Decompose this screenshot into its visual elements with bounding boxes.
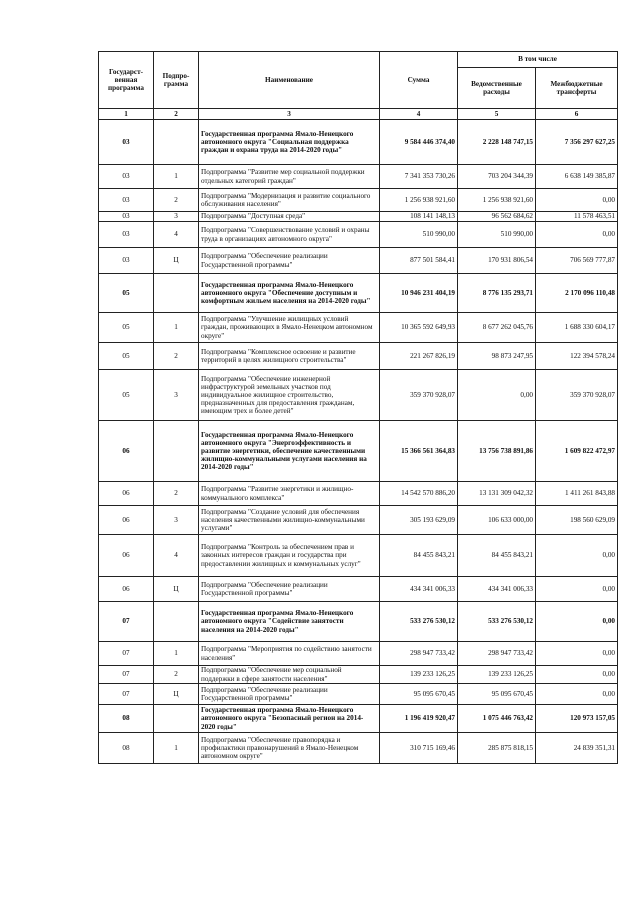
sum-cell: 1 256 938 921,60 — [380, 189, 458, 212]
name-cell: Государственная программа Ямало-Ненецкого автономного округа "Обеспечение доступным и комфортным жильем населения на 2014-2020 годы" — [199, 274, 380, 313]
program-code-cell: 07 — [99, 642, 154, 666]
program-row — [99, 421, 618, 482]
sum-cell: 7 341 353 730,26 — [380, 165, 458, 189]
budget-table — [98, 51, 618, 764]
transfers-cell: 0,00 — [536, 189, 618, 212]
name-cell: Подпрограмма "Создание условий для обеспечения населения качественными жилищно-коммунальными услугами" — [199, 506, 380, 535]
departmental-expenses-cell: 170 931 806,54 — [458, 248, 536, 274]
program-code-cell: 03 — [99, 120, 154, 165]
transfers-cell: 7 356 297 627,25 — [536, 120, 618, 165]
name-cell: Подпрограмма "Обеспечение реализации Государственной программы" — [199, 577, 380, 602]
subprogram-code-cell: Ц — [154, 248, 199, 274]
departmental-expenses-cell: 95 095 670,45 — [458, 684, 536, 705]
departmental-expenses-cell: 106 633 000,00 — [458, 506, 536, 535]
name-cell: Подпрограмма "Обеспечение инженерной инфраструктурой земельных участков под индивидуальное жилищное строительство, предназначенных для предоставления гражданам, имеющим трех и более детей" — [199, 370, 380, 421]
sum-cell: 1 196 419 920,47 — [380, 705, 458, 733]
name-cell: Подпрограмма "Доступная среда" — [199, 212, 380, 222]
program-code-cell: 05 — [99, 343, 154, 370]
subprogram-code-cell — [154, 120, 199, 165]
departmental-expenses-cell: 84 455 843,21 — [458, 535, 536, 577]
subprogram-row — [99, 684, 618, 705]
transfers-cell: 0,00 — [536, 602, 618, 642]
program-code-cell: 06 — [99, 421, 154, 482]
subprogram-row — [99, 642, 618, 666]
departmental-expenses-cell: 13 756 738 891,86 — [458, 421, 536, 482]
sum-cell: 9 584 446 374,40 — [380, 120, 458, 165]
subprogram-code-cell: Ц — [154, 684, 199, 705]
subprogram-code-cell: 2 — [154, 666, 199, 684]
program-code-cell: 08 — [99, 733, 154, 764]
name-cell: Подпрограмма "Развитие мер социальной поддержки отдельных категорий граждан" — [199, 165, 380, 189]
program-row — [99, 705, 618, 733]
subprogram-code-cell: 4 — [154, 222, 199, 248]
index-cell: 2 — [154, 109, 199, 120]
program-code-cell: 03 — [99, 189, 154, 212]
transfers-cell: 24 839 351,31 — [536, 733, 618, 764]
subprogram-code-cell: 1 — [154, 733, 199, 764]
departmental-expenses-cell: 533 276 530,12 — [458, 602, 536, 642]
departmental-expenses-cell: 298 947 733,42 — [458, 642, 536, 666]
subprogram-row — [99, 577, 618, 602]
transfers-cell: 11 578 463,51 — [536, 212, 618, 222]
name-cell: Государственная программа Ямало-Ненецкого автономного округа "Социальная поддержка граждан и охрана труда на 2014-2020 годы" — [199, 120, 380, 165]
name-cell: Подпрограмма "Развитие энергетики и жилищно-коммунального комплекса" — [199, 482, 380, 506]
sum-cell: 84 455 843,21 — [380, 535, 458, 577]
subprogram-row — [99, 482, 618, 506]
sum-cell: 10 946 231 404,19 — [380, 274, 458, 313]
program-code-cell: 06 — [99, 482, 154, 506]
name-cell: Подпрограмма "Совершенствование условий и охраны труда в организациях автономного округа" — [199, 222, 380, 248]
subprogram-code-cell: Ц — [154, 577, 199, 602]
program-code-cell: 05 — [99, 313, 154, 343]
name-cell: Подпрограмма "Модернизация и развитие социального обслуживания населения" — [199, 189, 380, 212]
transfers-cell: 0,00 — [536, 684, 618, 705]
program-code-cell: 03 — [99, 222, 154, 248]
subprogram-code-cell — [154, 421, 199, 482]
program-code-cell: 03 — [99, 212, 154, 222]
subprogram-code-cell — [154, 705, 199, 733]
sum-cell: 15 366 561 364,83 — [380, 421, 458, 482]
name-cell: Подпрограмма "Обеспечение мер социальной поддержки в сфере занятости населения" — [199, 666, 380, 684]
header-pp: Подпро-грамма — [154, 52, 199, 109]
departmental-expenses-cell: 285 875 818,15 — [458, 733, 536, 764]
sum-cell: 533 276 530,12 — [380, 602, 458, 642]
header-transfers: Межбюджетные трансферты — [536, 68, 618, 109]
transfers-cell: 1 609 822 472,97 — [536, 421, 618, 482]
departmental-expenses-cell: 8 776 135 293,71 — [458, 274, 536, 313]
transfers-cell: 0,00 — [536, 577, 618, 602]
subprogram-code-cell: 2 — [154, 343, 199, 370]
program-code-cell: 06 — [99, 535, 154, 577]
subprogram-code-cell: 2 — [154, 482, 199, 506]
transfers-cell: 0,00 — [536, 642, 618, 666]
index-cell: 4 — [380, 109, 458, 120]
transfers-cell: 2 170 096 110,48 — [536, 274, 618, 313]
subprogram-row — [99, 666, 618, 684]
departmental-expenses-cell: 96 562 684,62 — [458, 212, 536, 222]
sum-cell: 510 990,00 — [380, 222, 458, 248]
subprogram-code-cell: 3 — [154, 212, 199, 222]
sum-cell: 14 542 570 886,20 — [380, 482, 458, 506]
program-row — [99, 274, 618, 313]
subprogram-code-cell — [154, 602, 199, 642]
subprogram-code-cell — [154, 274, 199, 313]
transfers-cell: 706 569 777,87 — [536, 248, 618, 274]
program-code-cell: 06 — [99, 577, 154, 602]
subprogram-row — [99, 222, 618, 248]
sum-cell: 305 193 629,09 — [380, 506, 458, 535]
index-cell: 1 — [99, 109, 154, 120]
program-code-cell: 07 — [99, 666, 154, 684]
subprogram-code-cell: 4 — [154, 535, 199, 577]
subprogram-row — [99, 370, 618, 421]
transfers-cell: 6 638 149 385,87 — [536, 165, 618, 189]
subprogram-row — [99, 343, 618, 370]
subprogram-code-cell: 1 — [154, 642, 199, 666]
departmental-expenses-cell: 8 677 262 045,76 — [458, 313, 536, 343]
index-cell: 3 — [199, 109, 380, 120]
departmental-expenses-cell: 1 075 446 763,42 — [458, 705, 536, 733]
program-code-cell: 08 — [99, 705, 154, 733]
sum-cell: 298 947 733,42 — [380, 642, 458, 666]
header-dept: Ведомственные расходы — [458, 68, 536, 109]
sum-cell: 359 370 928,07 — [380, 370, 458, 421]
subprogram-row — [99, 313, 618, 343]
program-row — [99, 120, 618, 165]
name-cell: Подпрограмма "Контроль за обеспечением прав и законных интересов граждан и государства при предоставлении жилищных и коммунальных услуг" — [199, 535, 380, 577]
index-row — [99, 109, 618, 120]
header-row — [99, 52, 618, 68]
header-name: Наименование — [199, 52, 380, 109]
index-cell: 6 — [536, 109, 618, 120]
name-cell: Подпрограмма "Комплексное освоение и развитие территорий в целях жилищного строительства" — [199, 343, 380, 370]
departmental-expenses-cell: 1 256 938 921,60 — [458, 189, 536, 212]
program-code-cell: 07 — [99, 684, 154, 705]
sum-cell: 139 233 126,25 — [380, 666, 458, 684]
subprogram-row — [99, 248, 618, 274]
subprogram-code-cell: 1 — [154, 165, 199, 189]
sum-cell: 95 095 670,45 — [380, 684, 458, 705]
departmental-expenses-cell: 510 990,00 — [458, 222, 536, 248]
index-cell: 5 — [458, 109, 536, 120]
departmental-expenses-cell: 139 233 126,25 — [458, 666, 536, 684]
transfers-cell: 1 411 261 843,88 — [536, 482, 618, 506]
sum-cell: 310 715 169,46 — [380, 733, 458, 764]
subprogram-code-cell: 3 — [154, 506, 199, 535]
departmental-expenses-cell: 2 228 148 747,15 — [458, 120, 536, 165]
departmental-expenses-cell: 703 204 344,39 — [458, 165, 536, 189]
header-gp: Государст-венная программа — [99, 52, 154, 109]
name-cell: Подпрограмма "Обеспечение правопорядка и профилактики правонарушений в Ямало-Ненецком автономном округе" — [199, 733, 380, 764]
subprogram-row — [99, 535, 618, 577]
transfers-cell: 0,00 — [536, 535, 618, 577]
program-code-cell: 03 — [99, 165, 154, 189]
departmental-expenses-cell: 98 873 247,95 — [458, 343, 536, 370]
program-code-cell: 03 — [99, 248, 154, 274]
name-cell: Подпрограмма "Мероприятия по содействию занятости населения" — [199, 642, 380, 666]
name-cell: Государственная программа Ямало-Ненецкого автономного округа "Содействие занятости населения на 2014-2020 годы" — [199, 602, 380, 642]
name-cell: Государственная программа Ямало-Ненецкого автономного округа "Энергоэффективность и развитие энергетики, обеспечение качественными жилищно-коммунальными услугами населения на 2014-2020 годы" — [199, 421, 380, 482]
program-code-cell: 06 — [99, 506, 154, 535]
program-row — [99, 602, 618, 642]
name-cell: Подпрограмма "Улучшение жилищных условий граждан, проживающих в Ямало-Ненецком автономном округе" — [199, 313, 380, 343]
name-cell: Подпрограмма "Обеспечение реализации Государственной программы" — [199, 248, 380, 274]
program-code-cell: 05 — [99, 274, 154, 313]
departmental-expenses-cell: 434 341 006,33 — [458, 577, 536, 602]
subprogram-row — [99, 189, 618, 212]
sum-cell: 108 141 148,13 — [380, 212, 458, 222]
name-cell: Подпрограмма "Обеспечение реализации Государственной программы" — [199, 684, 380, 705]
subprogram-code-cell: 1 — [154, 313, 199, 343]
subprogram-row — [99, 506, 618, 535]
transfers-cell: 359 370 928,07 — [536, 370, 618, 421]
sum-cell: 10 365 592 649,93 — [380, 313, 458, 343]
subprogram-code-cell: 3 — [154, 370, 199, 421]
subprogram-row — [99, 165, 618, 189]
transfers-cell: 0,00 — [536, 666, 618, 684]
subprogram-code-cell: 2 — [154, 189, 199, 212]
sum-cell: 877 501 584,41 — [380, 248, 458, 274]
transfers-cell: 198 560 629,09 — [536, 506, 618, 535]
subprogram-row — [99, 733, 618, 764]
header-sum: Сумма — [380, 52, 458, 109]
sum-cell: 434 341 006,33 — [380, 577, 458, 602]
program-code-cell: 07 — [99, 602, 154, 642]
name-cell: Государственная программа Ямало-Ненецкого автономного округа "Безопасный регион на 2014-2020 годы" — [199, 705, 380, 733]
departmental-expenses-cell: 13 131 309 042,32 — [458, 482, 536, 506]
program-code-cell: 05 — [99, 370, 154, 421]
header-including: В том числе — [458, 52, 618, 68]
transfers-cell: 0,00 — [536, 222, 618, 248]
transfers-cell: 122 394 578,24 — [536, 343, 618, 370]
subprogram-row — [99, 212, 618, 222]
transfers-cell: 1 688 330 604,17 — [536, 313, 618, 343]
sum-cell: 221 267 826,19 — [380, 343, 458, 370]
transfers-cell: 120 973 157,05 — [536, 705, 618, 733]
departmental-expenses-cell: 0,00 — [458, 370, 536, 421]
